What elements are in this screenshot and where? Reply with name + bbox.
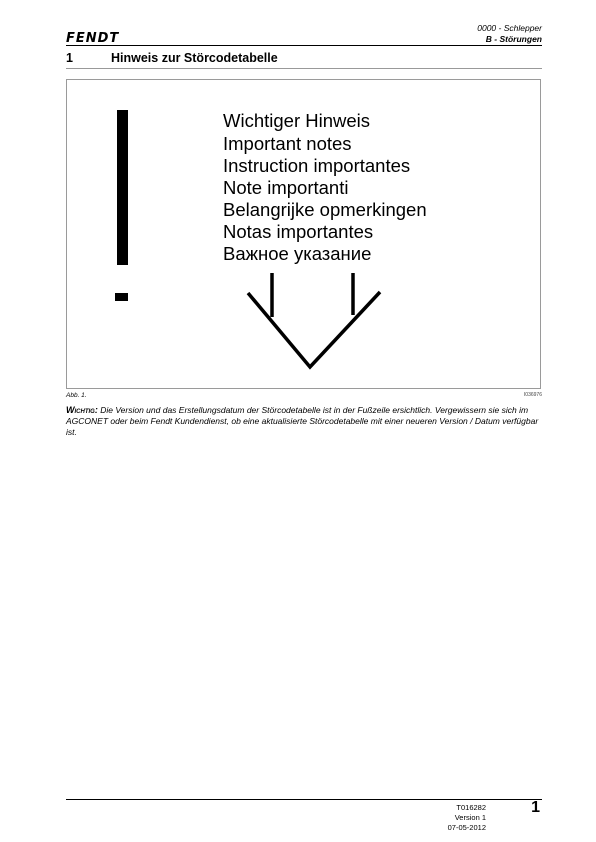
doc-version: Version 1 (454, 812, 486, 822)
notice-line-6: Notas importantes (223, 221, 374, 242)
figure-image-id: I036976 (523, 392, 542, 398)
page-number: 1 (531, 799, 540, 816)
note-text: Die Version und das Erstellungsdatum der Störcodetabelle ist in der Fußzeile ersichtlich. Vergewissern sie sich im AGCONET oder beim Fendt Kundendienst, ob eine aktualisierte Störcodetabelle mit einer neueren Version / Datum verfügbar ist. (66, 405, 539, 438)
header-rule (66, 45, 542, 46)
fendt-logo: FENDT (66, 31, 120, 46)
doc-code: T016282 (456, 803, 486, 812)
note-label: Wichtig: (66, 405, 98, 415)
footer-rule (66, 799, 542, 800)
notice-line-1: Wichtiger Hinweis (223, 110, 371, 131)
chevron-down-icon (248, 292, 380, 367)
important-note (66, 405, 544, 439)
chapter-title: B - Störungen (485, 34, 542, 44)
notice-line-5: Belangrijke opmerkingen (223, 199, 427, 220)
section-rule (66, 68, 542, 69)
section-title: Hinweis zur Störcodetabelle (111, 51, 278, 65)
notice-illustration (67, 80, 542, 390)
notice-line-4: Note importanti (223, 177, 349, 198)
exclamation-bar (117, 110, 128, 265)
exclamation-dot (115, 293, 128, 301)
notice-line-3: Instruction importantes (223, 155, 411, 176)
section-number: 1 (66, 51, 73, 65)
notice-line-2: Important notes (223, 133, 352, 154)
notice-line-7: Важное указание (223, 243, 372, 264)
header-info (477, 23, 542, 45)
figure-caption: Abb. 1. (66, 392, 87, 399)
doc-date: 07-05-2012 (447, 822, 486, 832)
manual-reference: 0000 - Schlepper (477, 23, 542, 33)
figure-important-notice (66, 79, 541, 389)
footer-meta (448, 803, 486, 832)
